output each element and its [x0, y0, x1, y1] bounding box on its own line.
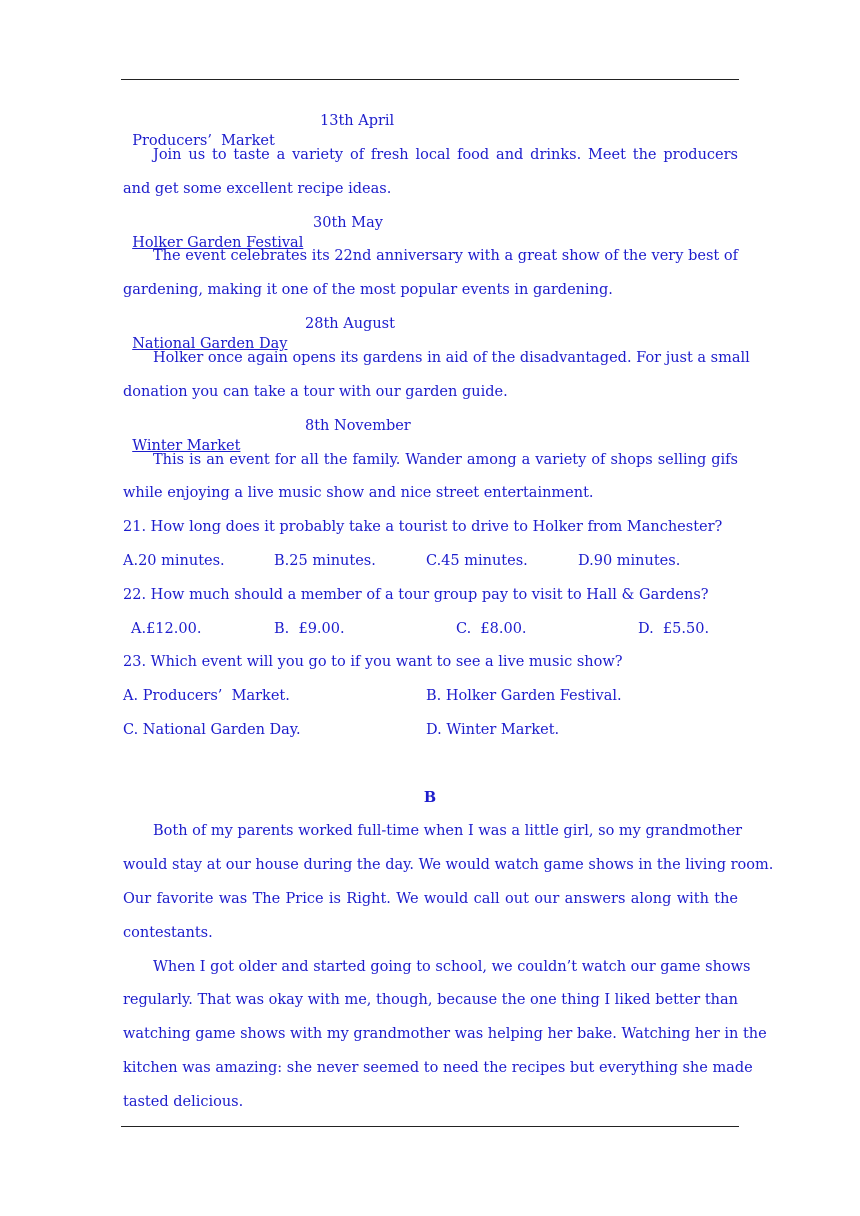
passage-line: Our favorite was The Price is Right. We would call out our answers along with the — [123, 891, 738, 907]
question-23-option-d: D. Winter Market. — [426, 722, 560, 738]
event-desc-line: donation you can take a tour with our garden guide. — [123, 384, 508, 400]
question-21-option-b: B.25 minutes. — [274, 553, 376, 569]
event-desc-line: Join us to taste a variety of fresh local food and drinks. Meet the producers — [153, 147, 738, 163]
question-22-option-c: C. £8.00. — [456, 621, 527, 637]
event-date: 28th August — [305, 316, 395, 332]
question-22-option-b: B. £9.00. — [274, 621, 345, 637]
event-date: 30th May — [313, 215, 383, 231]
question-21-stem: 21. How long does it probably take a tourist to drive to Holker from Manchester? — [123, 519, 723, 535]
passage-line: When I got older and started going to school, we couldn’t watch our game shows — [153, 959, 751, 975]
section-b-heading: B — [423, 789, 437, 806]
event-desc-line: The event celebrates its 22nd anniversary with a great show of the very best of — [153, 248, 738, 264]
question-23-option-a: A. Producers’ Market. — [123, 688, 290, 704]
question-22-option-d: D. £5.50. — [638, 621, 710, 637]
event-name: National Garden Day — [132, 336, 288, 352]
question-21-option-c: C.45 minutes. — [426, 553, 528, 569]
event-desc-line: gardening, making it one of the most popular events in gardening. — [123, 282, 613, 298]
passage-line: regularly. That was okay with me, though, because the one thing I liked better than — [123, 992, 738, 1008]
passage-line: would stay at our house during the day. We would watch game shows in the living room. — [123, 857, 774, 873]
event-name: Producers’ Market — [132, 133, 275, 149]
passage-line: Both of my parents worked full-time when I was a little girl, so my grandmother — [153, 823, 743, 839]
question-22-option-a: A.£12.00. — [131, 621, 202, 637]
event-date: 8th November — [305, 418, 411, 434]
passage-line: watching game shows with my grandmother was helping her bake. Watching her in the — [123, 1026, 767, 1042]
question-21-option-d: D.90 minutes. — [578, 553, 681, 569]
event-desc-line: and get some excellent recipe ideas. — [123, 181, 392, 197]
event-name: Holker Garden Festival — [132, 235, 304, 251]
passage-line: kitchen was amazing: she never seemed to need the recipes but everything she made — [123, 1060, 753, 1076]
question-23-option-c: C. National Garden Day. — [123, 722, 301, 738]
event-date: 13th April — [320, 113, 395, 129]
bottom-rule — [121, 1126, 739, 1127]
event-name: Winter Market — [132, 438, 241, 454]
question-23-stem: 23. Which event will you go to if you want to see a live music show? — [123, 654, 623, 670]
question-22-stem: 22. How much should a member of a tour group pay to visit to Hall & Gardens? — [123, 587, 709, 603]
top-rule — [121, 79, 739, 80]
passage-line: tasted delicious. — [123, 1094, 244, 1110]
event-desc-line: This is an event for all the family. Wander among a variety of shops selling gifs — [153, 452, 738, 468]
event-desc-line: Holker once again opens its gardens in aid of the disadvantaged. For just a small — [153, 350, 750, 366]
passage-line: contestants. — [123, 925, 213, 941]
question-23-option-b: B. Holker Garden Festival. — [426, 688, 622, 704]
event-desc-line: while enjoying a live music show and nice street entertainment. — [123, 485, 594, 501]
question-21-option-a: A.20 minutes. — [123, 553, 225, 569]
